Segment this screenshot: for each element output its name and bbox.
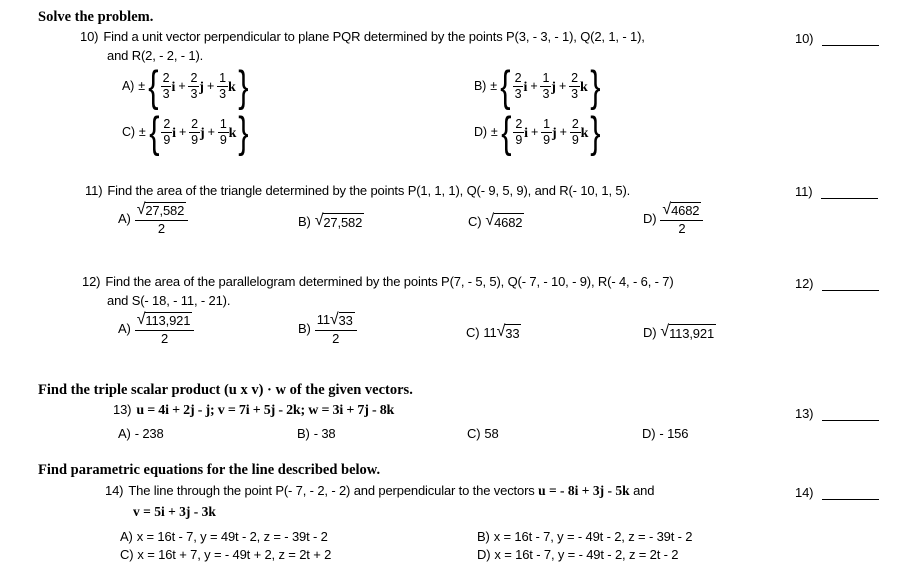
radical-icon: √ [136, 201, 146, 218]
choice-label: B) [474, 79, 487, 94]
fraction-numerator: 2 [570, 118, 581, 133]
answer-number: 11) [795, 184, 813, 199]
problem-14-line1 [105, 483, 654, 500]
choice-value: - 156 [659, 426, 689, 441]
section-heading-parametric: Find parametric equations for the line described below. [38, 462, 381, 478]
coefficient: 11 [316, 312, 330, 327]
answer-number: 14) [795, 485, 814, 500]
fraction-numerator: 2 [161, 72, 172, 87]
vector-term [541, 118, 556, 147]
fraction-denominator: 2 [332, 330, 340, 346]
vector-unit: k [579, 80, 588, 96]
fraction-numerator: 1 [218, 118, 229, 133]
radicand: 4682 [671, 203, 700, 218]
answer-number: 10) [795, 31, 814, 46]
choice-label: B) [297, 426, 310, 441]
square-root [330, 312, 355, 329]
p10-choice-a [122, 62, 250, 111]
problem-number: 11) [85, 183, 103, 198]
choice-label: B) [298, 320, 311, 336]
problem-number: 12) [82, 274, 101, 289]
fraction-denominator: 9 [191, 133, 198, 148]
plus-sign: + [178, 79, 186, 94]
square-root [660, 324, 716, 342]
left-brace: { [148, 62, 159, 111]
vector-unit: i [172, 126, 177, 142]
choice-label: A) [118, 320, 131, 336]
right-brace: } [590, 108, 601, 157]
choice-value: x = 16t - 7, y = 49t - 2, z = - 39t - 2 [136, 529, 328, 544]
fraction-denominator: 9 [163, 133, 171, 148]
plus-minus-sign: ± [138, 125, 146, 140]
radicand: 33 [505, 326, 520, 341]
radical-icon: √ [136, 311, 146, 328]
fraction-numerator [660, 202, 703, 221]
p14-choice-c [120, 547, 331, 563]
fraction-numerator: 2 [513, 118, 524, 133]
radicand: 113,921 [145, 313, 191, 328]
left-brace: { [148, 108, 160, 157]
problem-text: and [629, 483, 655, 498]
vector-term [188, 72, 203, 101]
p12-choice-b [298, 312, 357, 345]
problem-12-line2: and S(- 18, - 11, - 21). [107, 293, 231, 308]
fraction [135, 312, 195, 345]
radical-icon: √ [329, 311, 339, 328]
vector-unit: i [523, 80, 528, 96]
problem-number: 10) [80, 29, 99, 44]
p10-choice-b [474, 62, 602, 111]
choice-label: C) [120, 547, 134, 562]
square-root [485, 213, 524, 231]
fraction-numerator: 1 [541, 118, 552, 133]
section-heading-solve: Solve the problem. [38, 9, 154, 25]
radical-icon: √ [496, 323, 506, 340]
choice-value: x = 16t - 7, y = - 49t - 2, z = - 39t - 2 [493, 529, 693, 544]
vector-term [218, 118, 237, 147]
plus-sign: + [207, 125, 215, 140]
choice-label: A) [122, 79, 135, 94]
vector-unit: j [199, 80, 204, 96]
fraction-denominator: 3 [514, 87, 522, 102]
p13-choice-a [118, 426, 164, 442]
choice-label: D) [643, 210, 657, 226]
answer-line [821, 184, 878, 199]
choice-label: A) [120, 529, 133, 544]
p12-choice-a [118, 312, 194, 345]
choice-label: D) [477, 547, 491, 562]
p11-choice-b [298, 213, 364, 231]
right-brace: } [237, 62, 249, 111]
choice-label: A) [118, 210, 131, 226]
fraction-denominator: 9 [515, 133, 523, 148]
fraction [315, 312, 357, 345]
right-brace: } [589, 62, 601, 111]
coefficient: 11 [483, 325, 497, 340]
vector-unit: i [524, 126, 529, 142]
problem-text: Find the area of the triangle determined by the points P(1, 1, 1), Q(- 9, 5, 9), and R(- 10, 1, 5). [107, 183, 631, 198]
problem-number: 13) [113, 402, 132, 417]
fraction [513, 72, 524, 101]
radical-icon: √ [662, 201, 672, 218]
fraction [161, 118, 172, 147]
fraction-numerator: 2 [569, 72, 580, 87]
plus-sign: + [206, 79, 215, 94]
p12-choice-d [643, 324, 716, 342]
choice-value: 58 [484, 426, 499, 441]
problem-13-line1 [113, 402, 394, 420]
problem-text: Find a unit vector perpendicular to plane PQR determined by the points P(3, - 3, - 1), Q(2, 1, - 1), [103, 29, 645, 44]
radicand: 113,921 [669, 326, 715, 341]
square-root [497, 324, 522, 342]
choice-label: B) [477, 529, 490, 544]
fraction-denominator: 2 [678, 220, 686, 236]
choice-label: B) [298, 214, 311, 229]
fraction-denominator: 3 [571, 87, 578, 102]
choice-label: C) [468, 214, 482, 229]
radicand: 4682 [494, 215, 523, 230]
choice-label: A) [118, 426, 131, 441]
square-root [662, 202, 701, 219]
vector-term [569, 72, 588, 101]
vector-unit: j [551, 126, 557, 142]
vector-equation: u = 4i + 2j - j; v = 7i + 5j - 2k; w = 3i + 7j - 8k [136, 403, 395, 418]
plus-sign: + [531, 125, 539, 140]
fraction [217, 72, 228, 101]
fraction [541, 118, 552, 147]
vector-term [513, 118, 528, 147]
answer-line [822, 406, 879, 421]
problem-11-line1 [85, 183, 630, 199]
plus-minus-sign: ± [490, 125, 498, 140]
answer-number: 13) [795, 406, 814, 421]
answer-line [822, 276, 879, 291]
choice-label: C) [467, 426, 481, 441]
p11-choice-c [468, 213, 524, 231]
problem-12-line1 [82, 274, 674, 290]
p14-choice-a [120, 529, 328, 545]
problem-10-line2: and R(2, - 2, - 1). [107, 48, 204, 63]
fraction-numerator: 2 [513, 72, 524, 87]
plus-sign: + [179, 125, 187, 140]
answer-line [822, 485, 879, 500]
p14-choice-b [477, 529, 692, 545]
radical-icon: √ [314, 212, 324, 229]
fraction [513, 118, 524, 147]
choice-label: D) [643, 325, 657, 340]
left-brace: { [500, 62, 511, 111]
p11-choice-a [118, 202, 188, 235]
choice-value: x = 16t + 7, y = - 49t + 2, z = 2t + 2 [137, 547, 332, 562]
plus-sign: + [558, 79, 567, 94]
p14-choice-d [477, 547, 678, 563]
answer-blank-10 [795, 31, 879, 46]
choice-value: - 238 [134, 426, 164, 441]
choice-label: D) [642, 426, 656, 441]
fraction-numerator: 2 [161, 118, 172, 133]
problem-number: 14) [105, 483, 124, 498]
radicand: 27,582 [145, 203, 185, 218]
answer-number: 12) [795, 276, 814, 291]
fraction-numerator: 2 [188, 72, 199, 87]
square-root [137, 202, 187, 219]
left-brace: { [500, 108, 512, 157]
vector-term [217, 72, 236, 101]
problem-10-line1 [80, 29, 645, 45]
fraction [189, 118, 200, 147]
vector-term [189, 118, 204, 147]
choice-label: D) [474, 125, 487, 140]
right-brace: } [238, 108, 249, 157]
vector-unit: k [580, 126, 589, 142]
fraction-denominator: 9 [543, 133, 550, 148]
fraction-numerator: 1 [217, 72, 228, 87]
fraction-numerator [315, 312, 357, 331]
fraction-denominator: 3 [542, 87, 550, 102]
vector-term [513, 72, 528, 101]
radicand: 33 [338, 313, 353, 328]
square-root [137, 312, 193, 329]
vector-unit: j [551, 80, 556, 96]
vector-unit: k [228, 126, 237, 142]
fraction-numerator: 1 [540, 72, 551, 87]
radicand: 27,582 [323, 215, 363, 230]
p10-choice-d [474, 108, 603, 157]
answer-blank-13 [795, 406, 879, 421]
p11-choice-d [643, 202, 703, 235]
radical-icon: √ [660, 323, 670, 340]
vector-term [540, 72, 555, 101]
p13-choice-d [642, 426, 688, 442]
fraction-numerator [135, 312, 195, 331]
plus-minus-sign: ± [138, 79, 145, 94]
fraction [188, 72, 199, 101]
square-root [315, 213, 365, 231]
choice-value: - 38 [313, 426, 336, 441]
answer-line [822, 31, 879, 46]
plus-minus-sign: ± [490, 79, 497, 94]
fraction-numerator: 2 [189, 118, 200, 133]
plus-sign: + [530, 79, 538, 94]
fraction [660, 202, 703, 235]
problem-text: The line through the point P(- 7, - 2, - 2) and perpendicular to the vectors [128, 483, 539, 498]
p10-choice-c [122, 108, 251, 157]
radical-icon: √ [485, 212, 495, 229]
fraction [570, 118, 581, 147]
p12-choice-c [466, 324, 521, 342]
problem-14-line2-vector-v: v = 5i + 3j - 3k [133, 504, 216, 519]
vector-term [161, 72, 176, 101]
section-heading-triple-scalar: Find the triple scalar product (u x v) · w of the given vectors. [38, 382, 413, 398]
vector-unit: i [171, 80, 176, 96]
answer-blank-11 [795, 184, 878, 199]
choice-value: x = 16t - 7, y = - 49t - 2, z = 2t - 2 [494, 547, 679, 562]
p13-choice-b [297, 426, 336, 442]
vector-unit: j [199, 126, 205, 142]
choice-label: C) [466, 325, 480, 340]
answer-blank-14 [795, 485, 879, 500]
fraction-denominator: 3 [190, 87, 198, 102]
vector-term [161, 118, 176, 147]
fraction-denominator: 9 [219, 133, 227, 148]
fraction-denominator: 2 [160, 330, 169, 346]
fraction [540, 72, 551, 101]
fraction-numerator [135, 202, 189, 221]
plus-sign: + [559, 125, 567, 140]
p13-choice-c [467, 426, 499, 442]
fraction-denominator: 2 [157, 220, 165, 236]
vector-unit: k [227, 80, 236, 96]
fraction-denominator: 9 [571, 133, 579, 148]
fraction [135, 202, 189, 235]
vector-u: u = - 8i + 3j - 5k [538, 483, 630, 498]
fraction-denominator: 3 [219, 87, 226, 102]
fraction [161, 72, 172, 101]
fraction [218, 118, 229, 147]
fraction [569, 72, 580, 101]
fraction-denominator: 3 [162, 87, 170, 102]
vector-term [570, 118, 589, 147]
choice-label: C) [122, 125, 135, 140]
answer-blank-12 [795, 276, 879, 291]
problem-text: Find the area of the parallelogram determined by the points P(7, - 5, 5), Q(- 7, - 10, - 9), R(- 4, - 6, - 7) [105, 274, 674, 289]
